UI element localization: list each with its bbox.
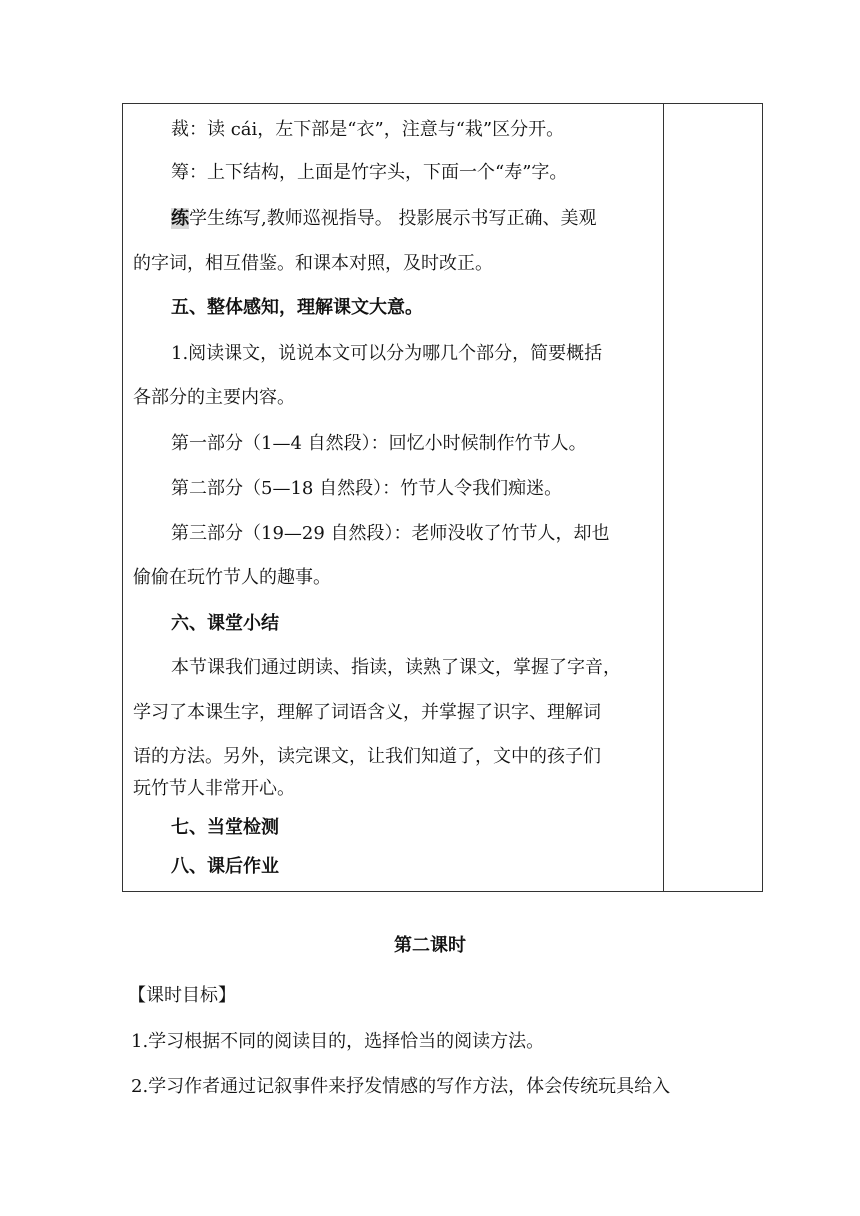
part-1: 第一部分（1—4 自然段）：回忆小时候制作竹节人。	[171, 433, 587, 454]
objective-2: 2.学习作者通过记叙事件来抒发情感的写作方法，体会传统玩具给入	[131, 1076, 671, 1097]
practice-line-2: 的字词，相互借鉴。和课本对照，及时改正。	[133, 253, 493, 274]
char-note-cai: 裁：读 cái，左下部是“衣”，注意与“栽”区分开。	[171, 119, 565, 140]
table-column-divider	[663, 104, 664, 891]
heading-section-7: 七、当堂检测	[171, 817, 279, 838]
second-lesson-title: 第二课时	[394, 935, 466, 956]
question-1-line-1: 1.阅读课文，说说本文可以分为哪几个部分，简要概括	[171, 343, 603, 364]
char-note-chou: 筹：上下结构，上面是竹字头，下面一个“寿”字。	[171, 162, 568, 183]
heading-section-6: 六、课堂小结	[171, 613, 279, 634]
practice-line-1	[171, 207, 657, 231]
summary-line-2: 学习了本课生字，理解了词语含义，并掌握了识字、理解词	[133, 702, 601, 723]
question-1-line-2: 各部分的主要内容。	[133, 387, 295, 408]
heading-section-8: 八、课后作业	[171, 856, 279, 877]
lesson-content-cell	[123, 104, 663, 891]
summary-line-4: 玩竹节人非常开心。	[133, 778, 295, 799]
part-3-line-1: 第三部分（19—29 自然段）：老师没收了竹节人，却也	[171, 523, 610, 544]
summary-line-3: 语的方法。另外，读完课文，让我们知道了，文中的孩子们	[133, 746, 601, 767]
objective-1: 1.学习根据不同的阅读目的，选择恰当的阅读方法。	[131, 1031, 545, 1052]
summary-line-1: 本节课我们通过朗读、指读，读熟了课文，掌握了字音，	[171, 657, 621, 678]
heading-section-5: 五、整体感知，理解课文大意。	[171, 297, 423, 318]
practice-text: 学生练写,教师巡视指导。 投影展示书写正确、美观	[189, 208, 597, 229]
part-3-line-2: 偷偷在玩竹节人的趣事。	[133, 567, 331, 588]
lesson-table	[122, 103, 763, 892]
practice-mark: 练	[171, 208, 189, 229]
part-2: 第二部分（5—18 自然段）：竹节人令我们痴迷。	[171, 478, 563, 499]
objectives-heading: 【课时目标】	[128, 985, 236, 1006]
